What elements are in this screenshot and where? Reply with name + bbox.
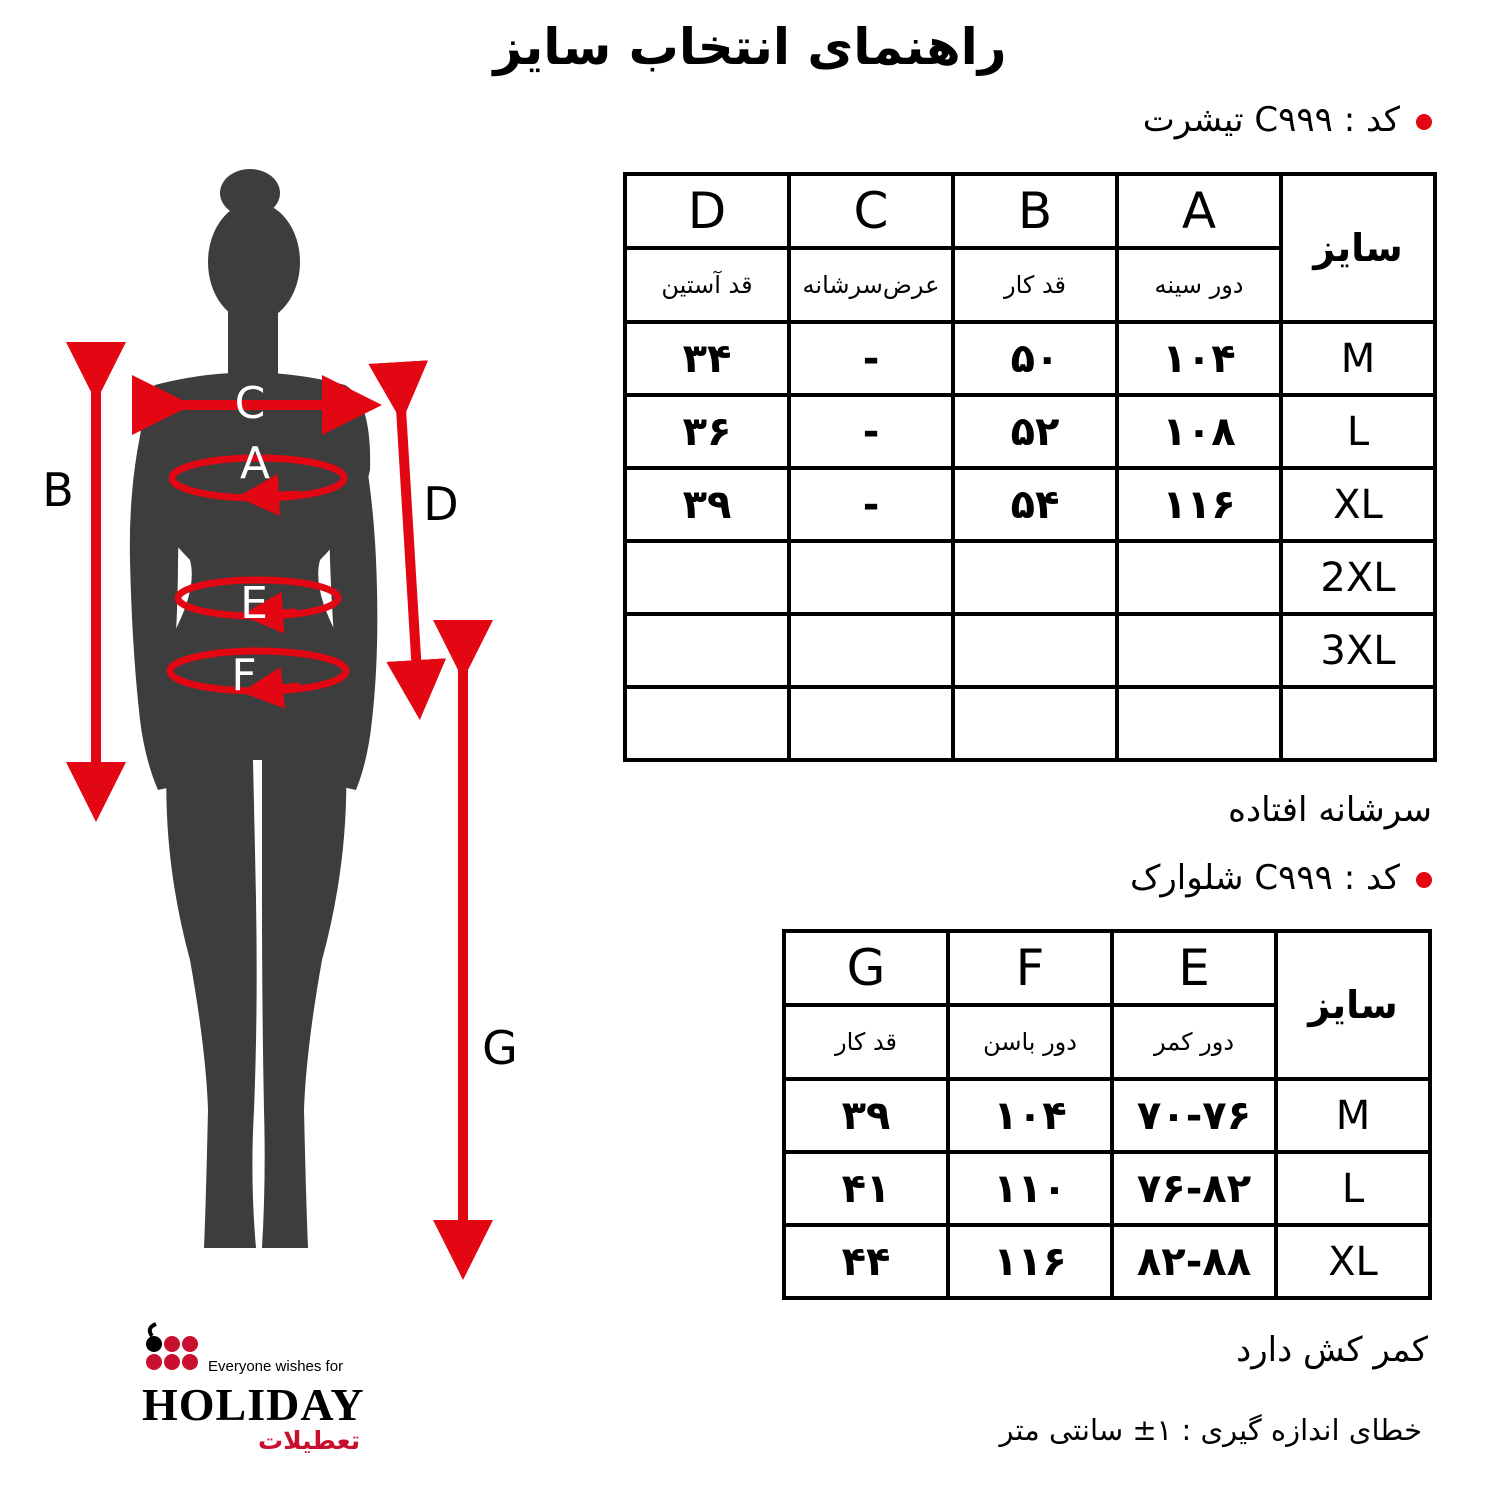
- shorts-note: کمر کش دارد: [1236, 1330, 1428, 1370]
- shirt-note: سرشانه افتاده: [1228, 790, 1432, 830]
- value-cell: [1117, 687, 1281, 760]
- value-cell: ۷۰-۷۶: [1112, 1079, 1276, 1152]
- value-cell: [953, 614, 1117, 687]
- label-a: A: [239, 438, 271, 489]
- value-cell: -: [789, 322, 953, 395]
- value-cell: ۱۰۴: [948, 1079, 1112, 1152]
- value-cell: [953, 687, 1117, 760]
- shirt-code-text: کد : C۹۹۹ تیشرت: [1142, 100, 1400, 140]
- table-row: [625, 468, 1435, 541]
- size-cell: M: [1281, 322, 1435, 395]
- logo-brand: HOLIDAY: [142, 1379, 365, 1430]
- size-column-header: سایز: [1276, 931, 1430, 1079]
- measurement-error-note: خطای اندازه گیری : ۱± سانتی متر: [999, 1413, 1422, 1447]
- value-cell: ۱۱۰: [948, 1152, 1112, 1225]
- value-cell: ۵۴: [953, 468, 1117, 541]
- column-label-length: قد کار: [784, 1005, 948, 1079]
- label-c: C: [234, 378, 266, 429]
- column-letter-a: A: [1117, 174, 1281, 248]
- value-cell: ۳۴: [625, 322, 789, 395]
- value-cell: [953, 541, 1117, 614]
- column-letter-g: G: [784, 931, 948, 1005]
- table-row: [784, 1079, 1430, 1152]
- size-cell: [1281, 687, 1435, 760]
- label-b: B: [42, 463, 74, 517]
- table-row: [625, 614, 1435, 687]
- table-row: [784, 1152, 1430, 1225]
- table-row: [784, 1225, 1430, 1298]
- logo-tagline: Everyone wishes for: [208, 1358, 344, 1375]
- female-silhouette-icon: [130, 169, 378, 1248]
- size-column-header: سایز: [1281, 174, 1435, 322]
- shirt-size-table: [623, 172, 1437, 762]
- value-cell: ۷۶-۸۲: [1112, 1152, 1276, 1225]
- label-f: F: [231, 650, 257, 701]
- table-row: [625, 322, 1435, 395]
- label-d: D: [423, 477, 459, 531]
- column-letter-f: F: [948, 931, 1112, 1005]
- column-label-chest: دور سینه: [1117, 248, 1281, 322]
- size-cell: L: [1281, 395, 1435, 468]
- value-cell: [789, 687, 953, 760]
- value-cell: ۳۶: [625, 395, 789, 468]
- bullet-dot-icon: [1416, 872, 1432, 888]
- value-cell: [1117, 614, 1281, 687]
- table-row: [625, 395, 1435, 468]
- column-label-shoulder: عرض‌سرشانه: [789, 248, 953, 322]
- value-cell: [625, 687, 789, 760]
- value-cell: [789, 614, 953, 687]
- body-measurement-figure: [0, 150, 560, 1290]
- holiday-logo: [140, 1322, 400, 1462]
- bullet-dot-icon: [1416, 114, 1432, 130]
- value-cell: [1117, 541, 1281, 614]
- value-cell: ۱۰۴: [1117, 322, 1281, 395]
- size-cell: L: [1276, 1152, 1430, 1225]
- value-cell: ۳۹: [784, 1079, 948, 1152]
- size-cell: 2XL: [1281, 541, 1435, 614]
- label-g: G: [482, 1021, 518, 1075]
- value-cell: ۱۱۶: [1117, 468, 1281, 541]
- column-letter-e: E: [1112, 931, 1276, 1005]
- table-row: [625, 541, 1435, 614]
- dots-logo-icon: [140, 1322, 208, 1372]
- label-e: E: [240, 578, 268, 629]
- value-cell: ۳۹: [625, 468, 789, 541]
- table-row: [625, 687, 1435, 760]
- shorts-code-line: [1130, 858, 1432, 898]
- value-cell: ۵۲: [953, 395, 1117, 468]
- shorts-size-table: [782, 929, 1432, 1300]
- size-cell: 3XL: [1281, 614, 1435, 687]
- value-cell: ۴۱: [784, 1152, 948, 1225]
- value-cell: [625, 541, 789, 614]
- column-letter-b: B: [953, 174, 1117, 248]
- value-cell: -: [789, 468, 953, 541]
- column-letter-c: C: [789, 174, 953, 248]
- value-cell: ۱۱۶: [948, 1225, 1112, 1298]
- column-label-waist: دور کمر: [1112, 1005, 1276, 1079]
- size-cell: XL: [1276, 1225, 1430, 1298]
- column-letter-d: D: [625, 174, 789, 248]
- value-cell: [625, 614, 789, 687]
- size-cell: XL: [1281, 468, 1435, 541]
- shorts-code-text: کد : C۹۹۹ شلوارک: [1129, 858, 1400, 898]
- value-cell: ۱۰۸: [1117, 395, 1281, 468]
- column-label-length: قد کار: [953, 248, 1117, 322]
- shirt-code-line: [1143, 100, 1432, 140]
- value-cell: [789, 541, 953, 614]
- value-cell: ۴۴: [784, 1225, 948, 1298]
- column-label-sleeve: قد آستین: [625, 248, 789, 322]
- size-cell: M: [1276, 1079, 1430, 1152]
- column-label-hip: دور باسن: [948, 1005, 1112, 1079]
- value-cell: ۵۰: [953, 322, 1117, 395]
- value-cell: ۸۲-۸۸: [1112, 1225, 1276, 1298]
- value-cell: -: [789, 395, 953, 468]
- logo-persian: تعطیلات: [258, 1426, 361, 1455]
- page-title: راهنمای انتخاب سایز: [493, 18, 1007, 76]
